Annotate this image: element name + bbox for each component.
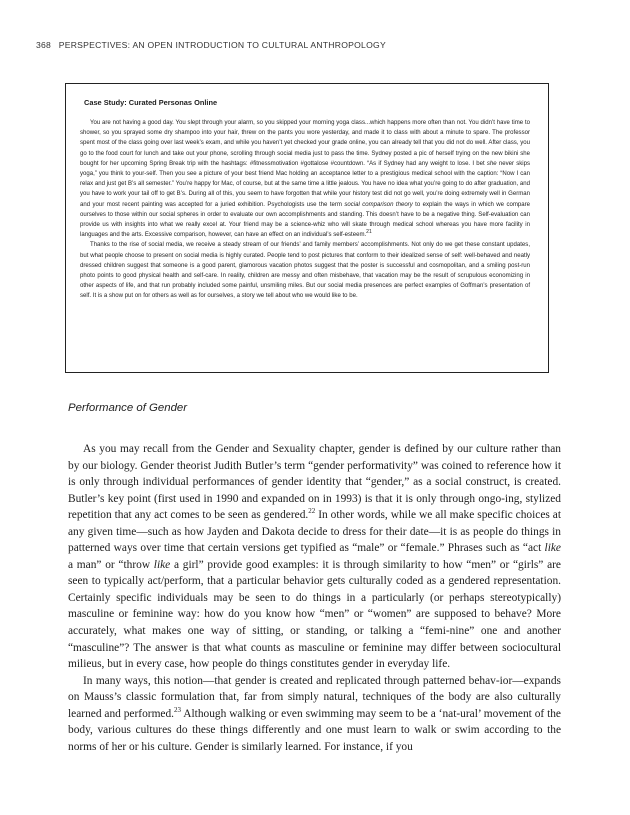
body-paragraph-1 xyxy=(68,441,561,673)
book-title: PERSPECTIVES: AN OPEN INTRODUCTION TO CULTURAL ANTHROPOLOGY xyxy=(58,40,386,50)
body-text-1d: a girl” provide good examples: it is through similarity to how “men” or “girls” are seen to typically act/perform, that a particular behavior gets culturally coded as a gendered representation. Certainly specific individuals may be seen to do things in a particularly (or perhaps stereotypically) masculine or feminine way: how do you know how “men” or “women” are supposed to behave? More accurately, what makes one way of sitting, or standing, or talking a “femi-nine” one and another “masculine”? The answer is that what counts as masculine or feminine may differ between sociocultural milieus, but in every case, how people do things constitutes gender in everyday life. xyxy=(68,558,561,671)
body-paragraph-2 xyxy=(68,673,561,756)
body-text-2a: In many ways, this notion—that gender is created and replicated through patterned behav-ior—expands on Mauss’s classic formulation that, far from simply natural, techniques of the body are also culturally learned and performed. xyxy=(68,674,561,720)
case-text-1e: to explain the ways in which we compare ourselves to those within our social spheres in order to evaluate our own accomplishments and standing. This doesn’t have to be a negative thing. Self-evaluation can provide us with insights into what we really excel at. Your friend may be a science-whiz who will skate through medical school whereas you have more facility in languages and the arts. Excessive comparison, however, can have an effect on an individual’s self-esteem. xyxy=(80,201,530,239)
case-text-1a: You are not having a good day. You slept through your alarm, so you skipped your morning yoga class...which happens more often than not. You didn’t have time to shower, so you sprayed some dry shampoo into your hair, threw on the pants you wore yesterday, and made it to class with about a minute to spare. The professor spent most of the class going over last week’s exam, and while you haven’t yet checked your grade online, you can already tell that you did not do well. After class, you go to the food court for lunch and take out your phone, scrolling through social media just to pass the time. Sydney posted a pic of herself trying on the new bikini she bought for her upcoming Spring Break trip with the hashtags: #fitnessmotivation #gottalose #countdown. “As if Sydney had any weight to lose. I bet xyxy=(80,120,530,167)
body-text-1a: As you may recall from the Gender and Sexuality chapter, gender is defined by our culture rather than by our biology. Gender theorist Judith Butler’s term “gender performativity” was coined to reference how it is only through individual performances of gender identity that “gender,” as a social construct, is created. Butler’s key point (first used in 1990 and expanded on in 1993) is that it is only through ongo-ing, stylized repetition that any act comes to be seen as gendered. xyxy=(68,443,561,522)
footnote-ref-21[interactable]: 21 xyxy=(366,229,372,236)
case-study-paragraph-1 xyxy=(80,118,530,240)
case-text-1c: never skips yoga,” you think to your-self. Then you see a picture of your best friend Mac holding an acceptance letter to a prestigious medical school with the caption: “Now I can relax and just get B’s all semester.” You’re happy for Mac, of course, but at the same time a little jealous. You have no idea what you’re going to do after graduation, and you have to work your tail off to get B’s. During all of this, you seem to have forgotten that while your history test did not go well, you’re doing extremely well in German and your most recent painting was accepted for a juried exhibition. Psychologists use the term xyxy=(80,160,530,208)
body-text xyxy=(68,441,561,755)
case-text-1d-term: social comparison theory xyxy=(344,201,413,208)
case-text-1b-emphasis: she xyxy=(486,160,497,167)
footnote-ref-22[interactable]: 22 xyxy=(308,507,316,516)
section-heading: Performance of Gender xyxy=(68,402,188,414)
footnote-ref-23[interactable]: 23 xyxy=(174,705,182,714)
case-study-box xyxy=(65,83,549,373)
running-header xyxy=(36,40,386,50)
page-number: 368 xyxy=(36,40,52,50)
body-emphasis-like-2: like xyxy=(153,558,171,571)
body-text-1b: In other words, while we all make specific choices at any given time—such as how Jayden and Dakota decide to dress for their date—it is as people do things in patterned ways over time that certain versions get typified as “male” or “female.” Phrases such as “act xyxy=(68,509,562,555)
case-study-paragraph-2: Thanks to the rise of social media, we receive a steady stream of our friends’ and family members’ accomplishments. Not only do we get these constant updates, but what people choose to present on social media is highly curated. People tend to post pictures that conform to their idealized sense of self: well-behaved and neatly dressed children suggest that someone is a good parent, glamorous vacation photos suggest that the poster is successful and cosmopolitan, and a smiling post-run photo points to good physical health and self-care. In reality, children are messy and often misbehave, that vacation may be the result of scrupulous economizing in other aspects of life, and that run probably included some painful, unsmiling miles. But our social media presences are perfect examples of Goffman’s presentation of self. It is a show put on for others as well as for ourselves, a story we tell about who we would like to be. xyxy=(80,242,530,300)
body-emphasis-like-1: like xyxy=(544,542,561,555)
case-study-title: Case Study: Curated Personas Online xyxy=(84,98,218,107)
body-text-1c: a man” or “throw xyxy=(68,558,154,571)
body-text-2b: Although walking or even swimming may seem to be a ‘nat-ural’ movement of the body, various cultures do these things differently and one must learn to walk or swim according to the norms of her or his culture. Gender is similarly learned. For instance, if you xyxy=(68,707,561,753)
